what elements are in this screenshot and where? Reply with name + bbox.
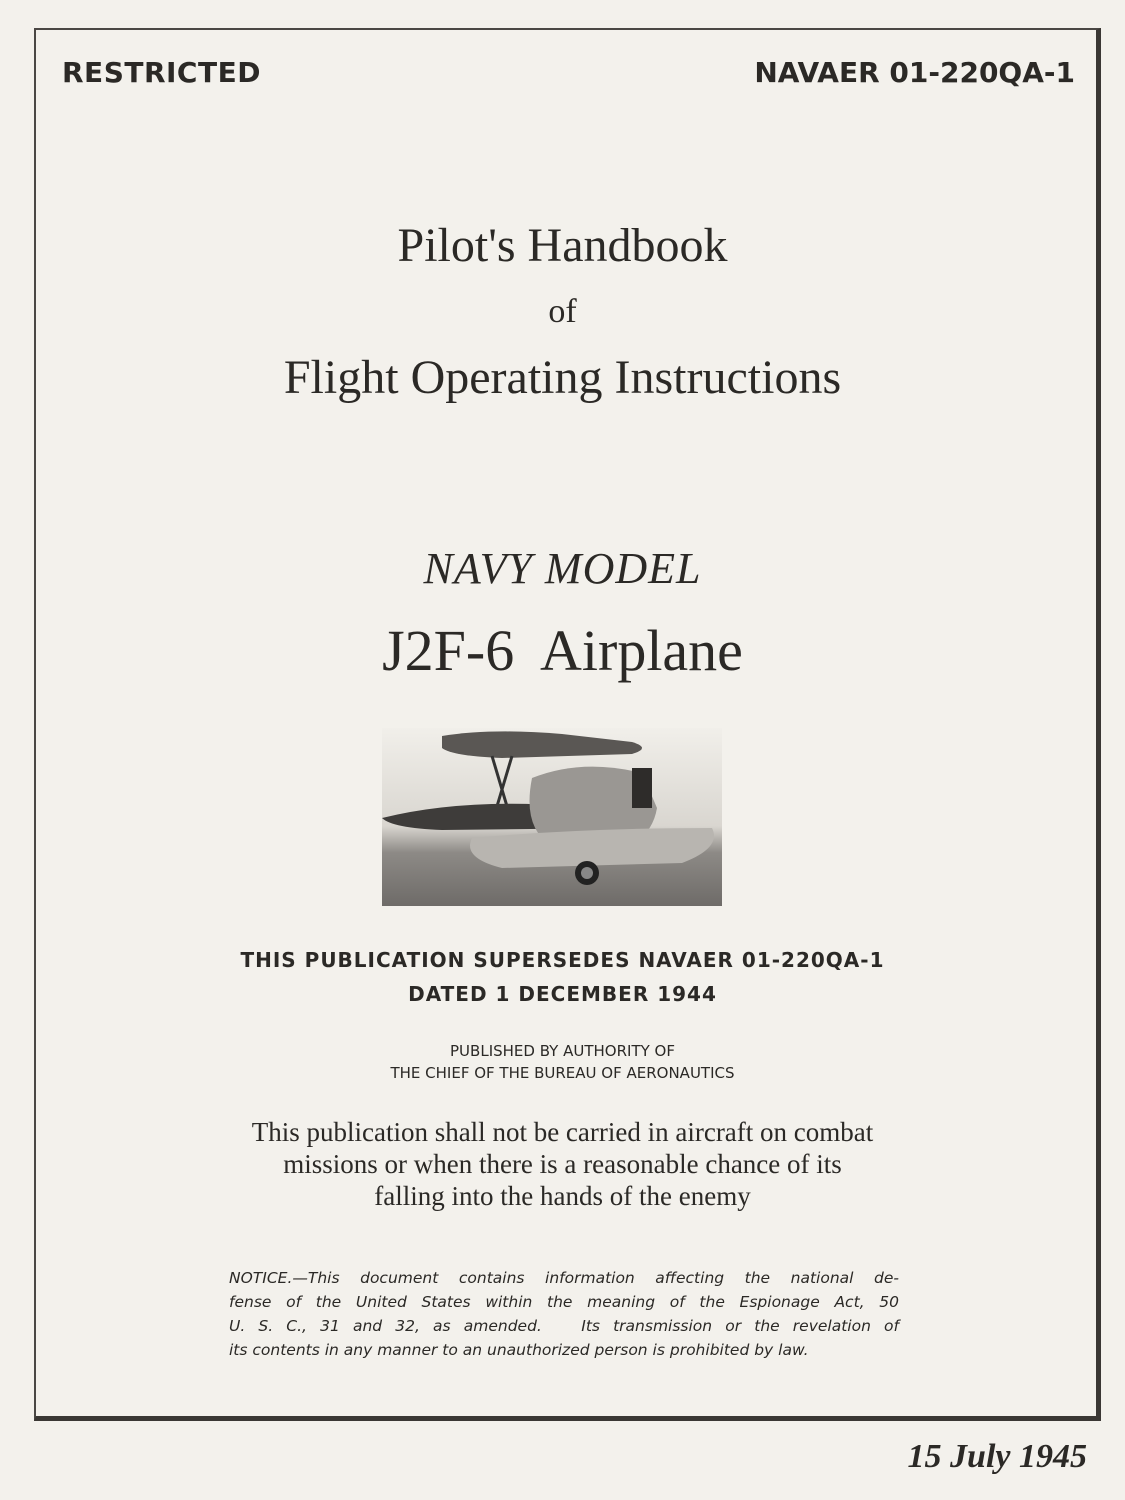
authority-line-2: THE CHIEF OF THE BUREAU OF AERONAUTICS: [390, 1064, 735, 1082]
publication-date: 15 July 1945: [907, 1438, 1087, 1475]
notice-line: fense of the United States within the meaning of the Espionage Act, 50: [229, 1293, 899, 1311]
supersedes-line-2: DATED 1 DECEMBER 1944: [408, 982, 717, 1006]
model-name: J2F-6 Airplane: [382, 618, 743, 683]
title-line-1: Pilot's Handbook: [397, 219, 728, 272]
supersedes-line-1: THIS PUBLICATION SUPERSEDES NAVAER 01-220QA-1: [240, 948, 885, 972]
notice-line: its contents in any manner to an unauthorized person is prohibited by law.: [229, 1341, 809, 1359]
authority-line-1: PUBLISHED BY AUTHORITY OF: [450, 1042, 675, 1060]
model-heading: NAVY MODEL: [423, 544, 702, 593]
warning-line-3: falling into the hands of the enemy: [374, 1181, 751, 1211]
document-number: NAVAER 01-220QA-1: [754, 56, 1075, 89]
classification-label: RESTRICTED: [62, 56, 261, 89]
airplane-photo: [382, 728, 722, 906]
notice-paragraph: [229, 1266, 899, 1362]
notice-line: NOTICE.—This document contains information affecting the national de-: [229, 1269, 899, 1287]
warning-line-1: This publication shall not be carried in aircraft on combat: [251, 1117, 874, 1147]
notice-line: U. S. C., 31 and 32, as amended. Its transmission or the revelation of: [229, 1317, 899, 1335]
warning-line-2: missions or when there is a reasonable chance of its: [283, 1149, 842, 1179]
title-line-2: of: [548, 293, 577, 330]
title-line-3: Flight Operating Instructions: [283, 351, 842, 404]
